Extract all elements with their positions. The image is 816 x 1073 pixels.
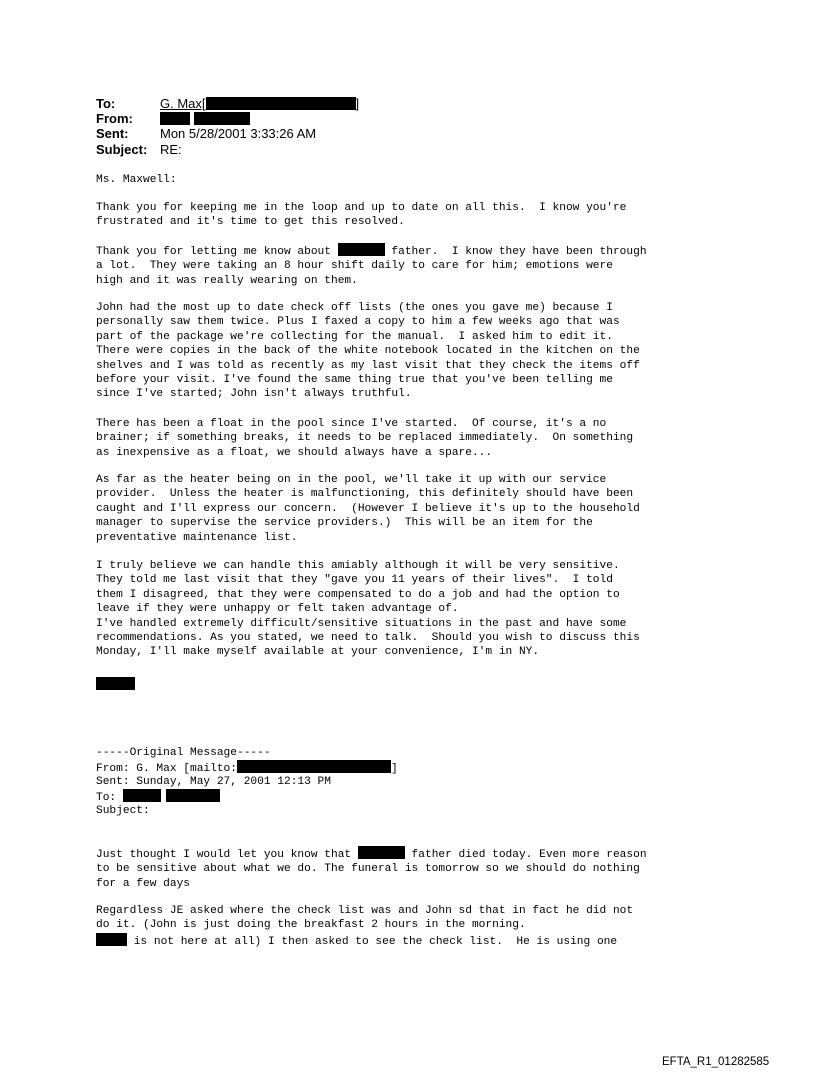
subject-label: Subject: xyxy=(96,142,148,157)
redaction-block xyxy=(358,846,405,859)
sent-value: Mon 5/28/2001 3:33:26 AM xyxy=(160,126,317,141)
to-close: ] xyxy=(355,96,360,111)
redaction-block xyxy=(206,97,356,110)
paragraph-3: John had the most up to date check off lists (the ones you gave me) because I personally saw them twice. Plus I faxed a copy to him a few weeks ago that was part of the package we're collecting for the manual. I asked him to edit it. There were copies in the back of the white notebook located in the kitchen on the shelves and I was told as recently as my last visit that they check the items off before your visit. I've found the same thing true that you've been telling me since I've started; John isn't always truthful. xyxy=(96,302,640,401)
paragraph-5: As far as the heater being on in the pool, we'll take it up with our service provider. Unless the heater is malfunctioning, this definitely should have been caught and I'll express our concern. (However I believe it's up to the household manager to supervise the service providers.) This will be an item for the preventative maintenance list. xyxy=(96,474,640,544)
redaction-block xyxy=(123,789,161,802)
paragraph-4: There has been a float in the pool since I've started. Of course, it's a no brainer; if something breaks, it needs to be replaced immediately. On something as inexpensive as a float, we should always have a spare... xyxy=(96,418,634,459)
from-label: From: xyxy=(96,111,133,126)
subject-value: RE: xyxy=(160,142,182,157)
redaction-block xyxy=(338,243,385,256)
to-value: G. Max[ xyxy=(160,96,206,111)
document-id: EFTA_R1_01282585 xyxy=(662,1056,770,1068)
original-divider: -----Original Message----- xyxy=(96,747,271,759)
original-paragraph-1: Just thought I would let you know that father died today. Even more reason to be sensitive about what we do. The funeral is tomorrow so we should do nothing for a few days xyxy=(96,846,736,891)
original-paragraph-2-cont: is not here at all) I then asked to see the check list. He is using one xyxy=(96,933,736,949)
redaction-block xyxy=(166,789,220,802)
paragraph-2: Thank you for letting me know about father. I know they have been through a lot. They were taking an 8 hour shift daily to care for him; emotions were high and it was really wearing on them. xyxy=(96,243,736,288)
redaction-block xyxy=(194,112,250,125)
signature-redaction xyxy=(96,675,135,693)
original-from: From: G. Max [mailto: ] xyxy=(96,760,736,776)
original-to: To: xyxy=(96,789,736,805)
redaction-block xyxy=(237,760,391,773)
paragraph-6: I truly believe we can handle this amiably although it will be very sensitive. They told me last visit that they "gave you 11 years of their lives". I told them I disagreed, that they were compensated to do a job and had the option to leave if they were unhappy or felt taken advantage of. I've handled extremely difficult/sensitive situations in the past and have some recommendations. As you stated, we need to talk. Should you wish to discuss this Monday, I'll make myself available at your convenience, I'm in NY. xyxy=(96,560,640,659)
paragraph-1: Thank you for keeping me in the loop and up to date on all this. I know you're frustrated and it's time to get this resolved. xyxy=(96,202,627,229)
original-sent: Sent: Sunday, May 27, 2001 12:13 PM xyxy=(96,776,331,788)
sent-label: Sent: xyxy=(96,126,129,141)
original-subject: Subject: xyxy=(96,805,150,817)
redaction-block xyxy=(160,112,190,125)
original-paragraph-2: Regardless JE asked where the check list was and John sd that in fact he did not do it. (John is just doing the breakfast 2 hours in the morning. xyxy=(96,905,634,932)
redaction-block xyxy=(96,933,127,946)
to-label: To: xyxy=(96,96,116,111)
greeting: Ms. Maxwell: xyxy=(96,174,177,186)
